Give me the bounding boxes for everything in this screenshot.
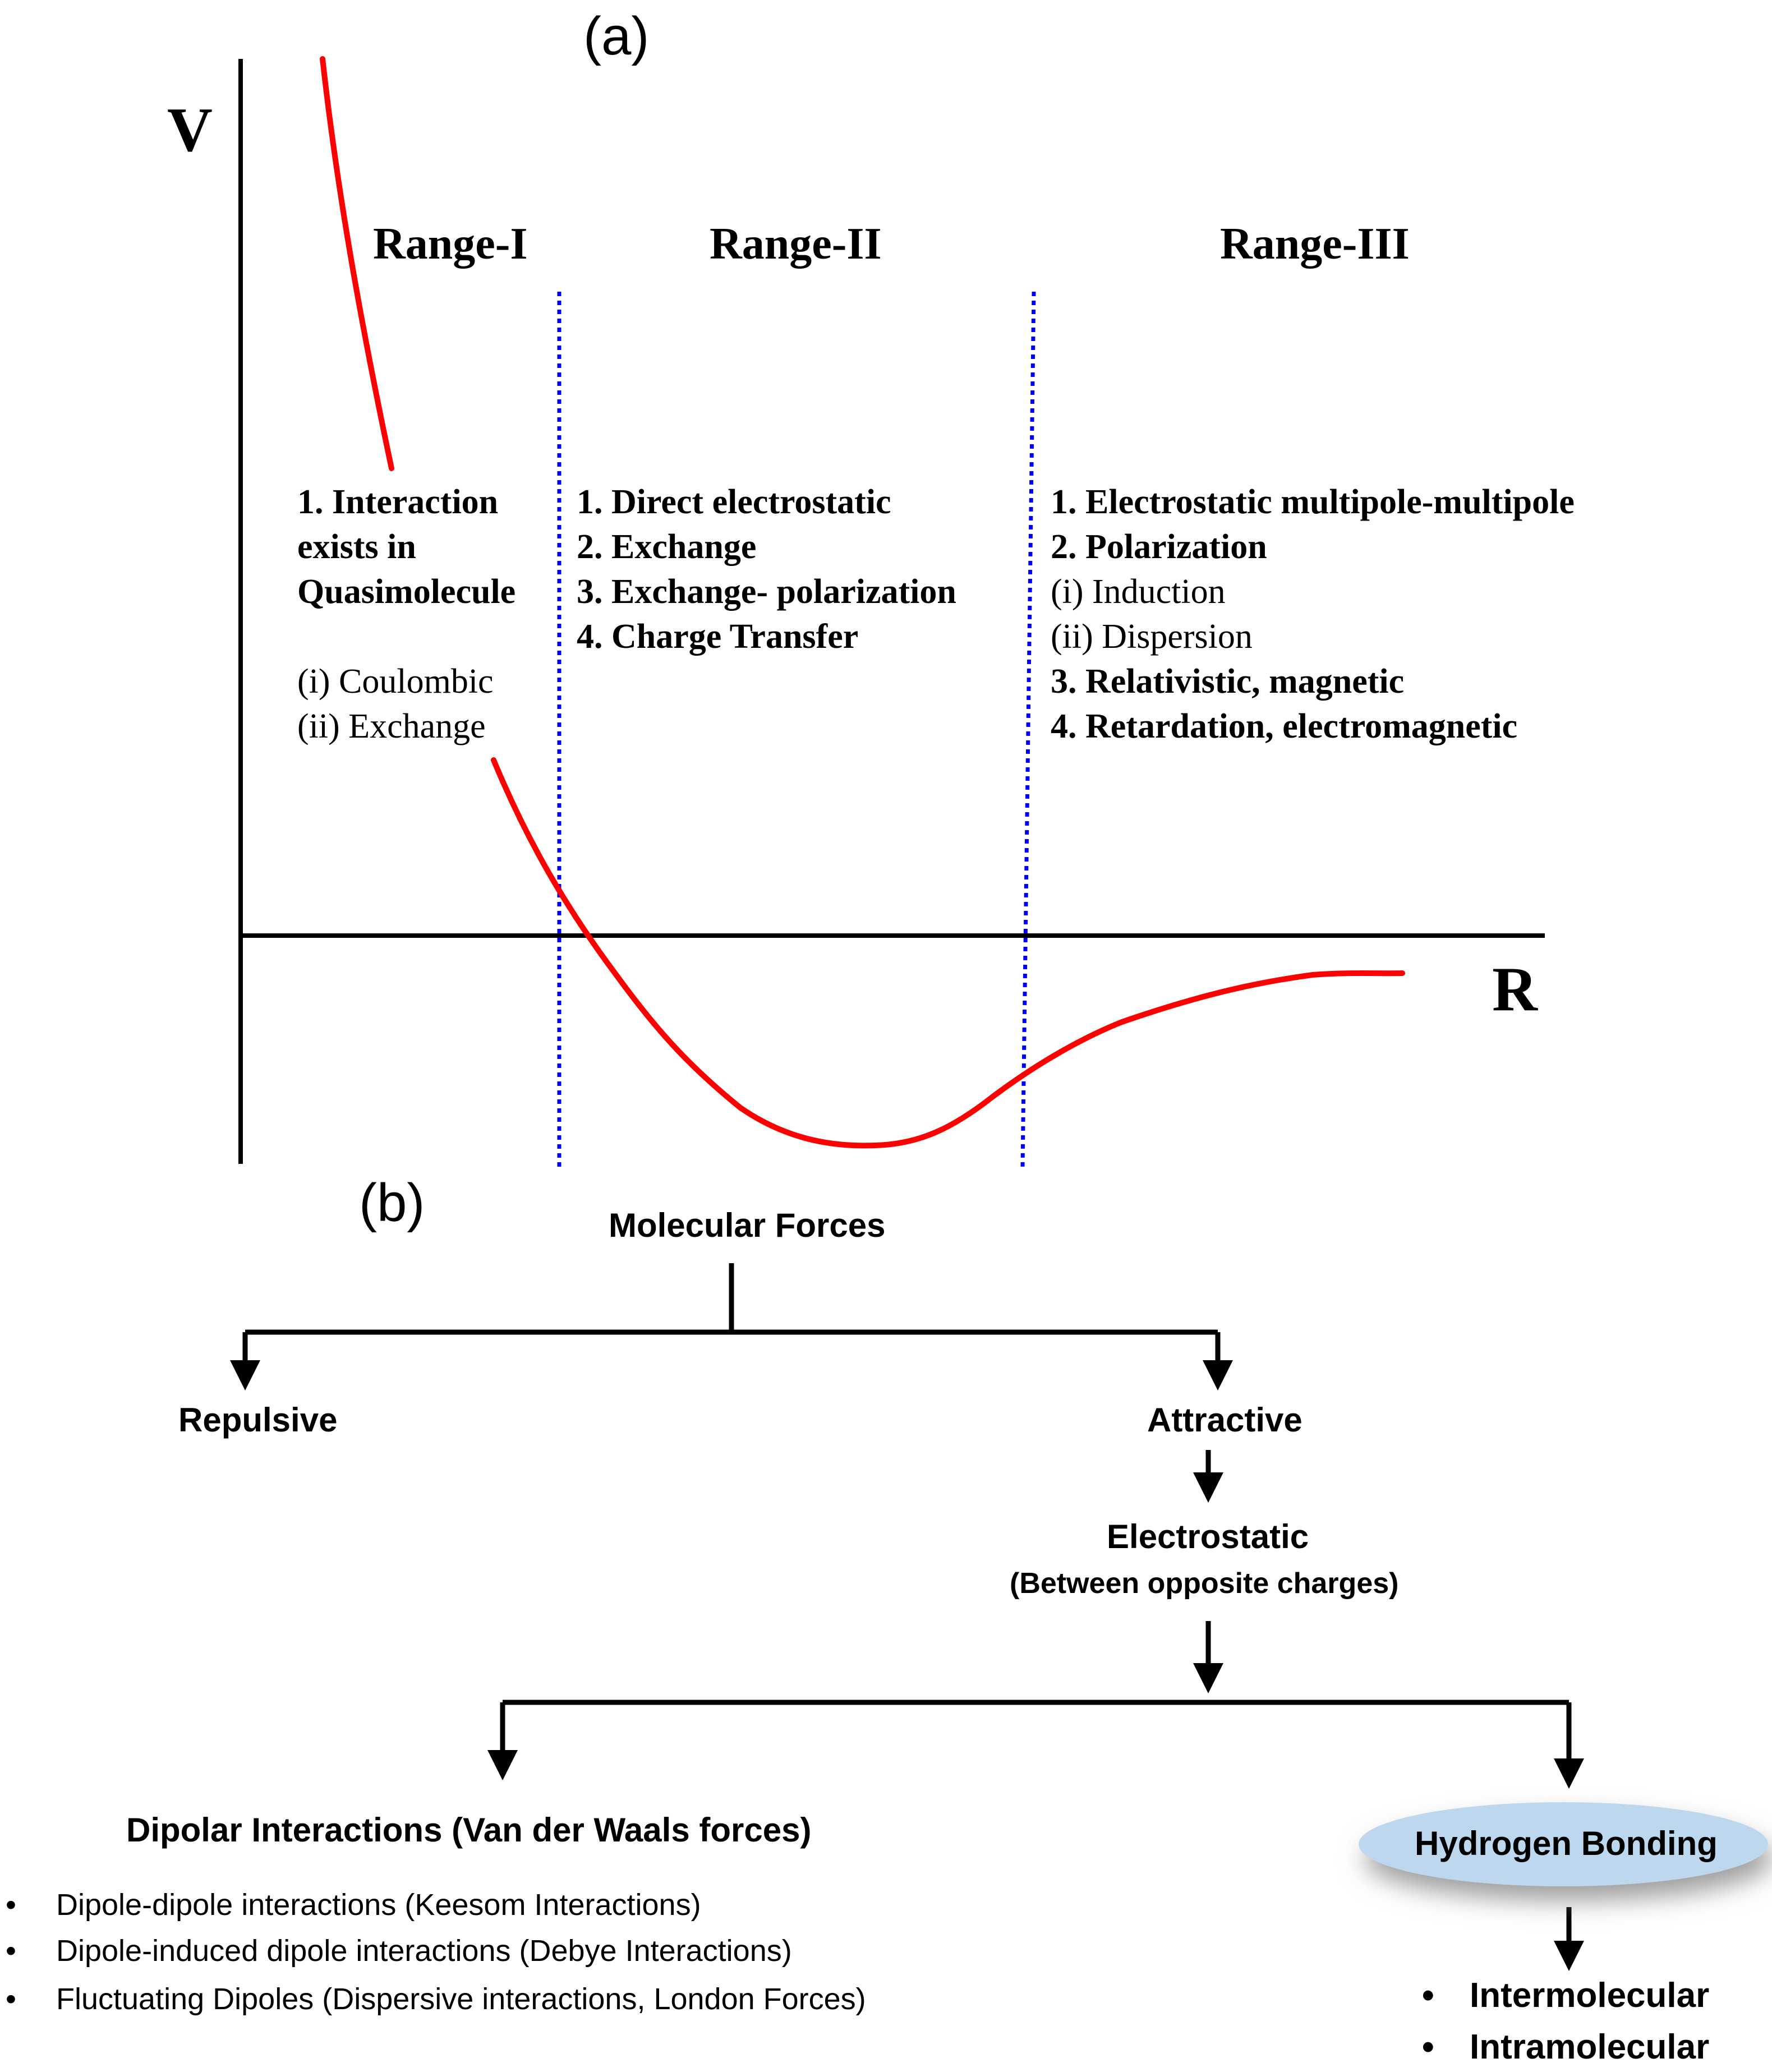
dipolar-interactions-node: Dipolar Interactions (Van der Waals forces) xyxy=(126,1811,812,1849)
x-axis-label: R xyxy=(1492,955,1538,1024)
range-i-item: Quasimolecule xyxy=(297,573,516,611)
range-ii-list xyxy=(577,480,956,659)
electrostatic-note: (Between opposite charges) xyxy=(1010,1567,1399,1600)
range-i-item: (i) Coulombic xyxy=(297,662,494,701)
range-ii-item: 3. Exchange- polarization xyxy=(577,573,956,611)
potential-curve-lower xyxy=(494,760,1402,1145)
range-iii-title: Range-III xyxy=(1220,219,1410,269)
range-iii-item: 3. Relativistic, magnetic xyxy=(1051,662,1405,701)
range-iii-item: 1. Electrostatic multipole-multipole xyxy=(1051,483,1575,521)
range-iii-item: (ii) Dispersion xyxy=(1051,618,1253,656)
range-iii-item: 4. Retardation, electromagnetic xyxy=(1051,707,1518,745)
range-i-item: exists in xyxy=(297,528,416,566)
range-ii-item: 4. Charge Transfer xyxy=(577,618,859,656)
range-iii-item: 2. Polarization xyxy=(1051,528,1267,566)
attractive-node: Attractive xyxy=(1147,1401,1302,1439)
range-i-list xyxy=(297,480,516,749)
panel-a-label: (a) xyxy=(583,6,650,66)
dipolar-item: • Fluctuating Dipoles (Dispersive interactions, London Forces) xyxy=(6,1982,866,2016)
repulsive-node: Repulsive xyxy=(178,1401,338,1439)
hydrogen-bonding-node: Hydrogen Bonding xyxy=(1415,1825,1718,1862)
range-i-title: Range-I xyxy=(373,219,528,269)
hydrogen-item: • Intramolecular xyxy=(1422,2028,1710,2066)
range-i-item: (ii) Exchange xyxy=(297,707,486,745)
range-ii-item: 2. Exchange xyxy=(577,528,757,566)
range-iii-list xyxy=(1051,480,1575,749)
hydrogen-list xyxy=(1422,1976,1710,2067)
dipolar-list xyxy=(6,1887,866,2016)
dipolar-item: • Dipole-dipole interactions (Keesom Interactions) xyxy=(6,1888,701,1922)
dipolar-item: • Dipole-induced dipole interactions (Debye Interactions) xyxy=(6,1934,792,1968)
molecular-forces-node: Molecular Forces xyxy=(609,1207,886,1244)
y-axis-label: V xyxy=(167,95,213,165)
tree-connectors xyxy=(245,1263,1569,1966)
range-iii-item: (i) Induction xyxy=(1051,573,1226,611)
panel-b-label: (b) xyxy=(359,1173,425,1233)
range-i-item: 1. Interaction xyxy=(297,483,499,521)
range-ii-title: Range-II xyxy=(710,219,882,269)
range-i-item xyxy=(297,614,516,659)
range-divider-2 xyxy=(1023,292,1034,1167)
range-ii-item: 1. Direct electrostatic xyxy=(577,483,891,521)
hydrogen-item: • Intermolecular xyxy=(1422,1976,1710,2015)
electrostatic-node: Electrostatic xyxy=(1107,1518,1309,1555)
